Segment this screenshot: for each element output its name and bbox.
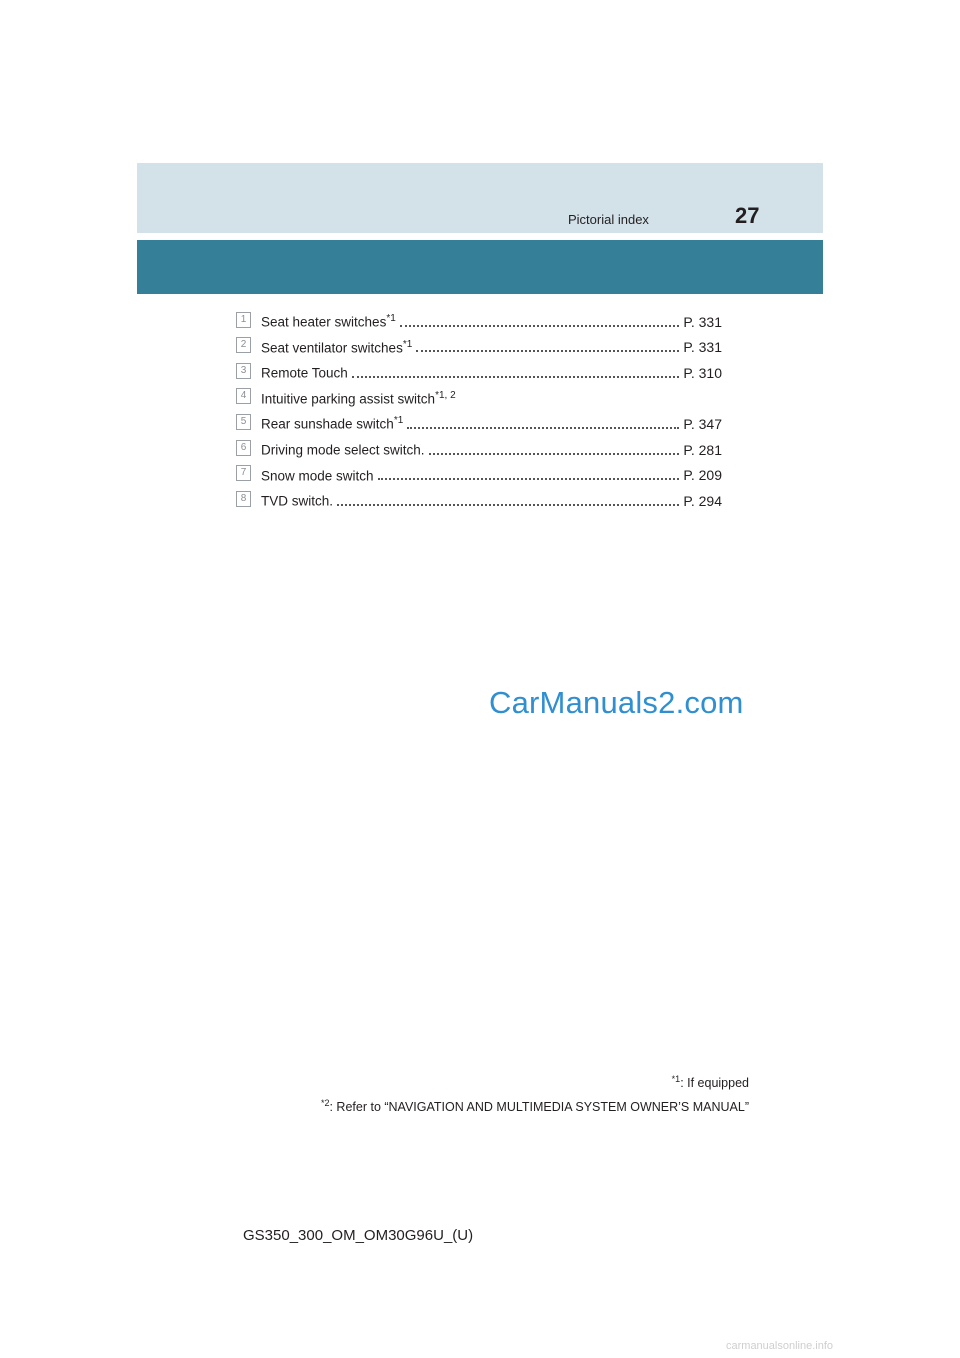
list-item[interactable] bbox=[236, 355, 722, 381]
item-label: Intuitive parking assist switch$^{*1, 2}$ bbox=[261, 389, 456, 407]
watermark: CarManuals2.com bbox=[489, 685, 744, 720]
item-number: 8 bbox=[236, 491, 251, 507]
page-reference[interactable]: P. 347 bbox=[683, 415, 722, 432]
list-item[interactable] bbox=[236, 381, 722, 407]
leader-dots bbox=[400, 324, 680, 327]
leader-dots bbox=[429, 452, 680, 455]
list-item[interactable] bbox=[236, 406, 722, 432]
header-band bbox=[137, 163, 823, 233]
item-number: 7 bbox=[236, 465, 251, 481]
item-label: Remote Touch bbox=[261, 365, 348, 381]
footnote-navigation-manual: $^{*2}$: Refer to “NAVIGATION AND MULTIMEDIA SYSTEM OWNER’S MANUAL” bbox=[320, 1098, 749, 1115]
page-reference[interactable]: P. 294 bbox=[683, 492, 722, 509]
item-label: Seat ventilator switches$^{*1}$ bbox=[261, 338, 413, 356]
page-reference[interactable]: P. 331 bbox=[683, 313, 722, 330]
item-number: 4 bbox=[236, 388, 251, 404]
item-number: 5 bbox=[236, 414, 251, 430]
list-item[interactable] bbox=[236, 483, 722, 509]
index-list bbox=[236, 304, 722, 509]
leader-dots bbox=[407, 426, 679, 429]
leader-dots bbox=[337, 503, 679, 506]
item-number: 3 bbox=[236, 363, 251, 379]
item-number: 1 bbox=[236, 312, 251, 328]
leader-dots bbox=[352, 375, 680, 378]
leader-dots bbox=[378, 477, 680, 480]
section-title: Pictorial index bbox=[568, 212, 649, 227]
leader-dots bbox=[416, 349, 679, 352]
page-reference[interactable]: P. 209 bbox=[683, 467, 722, 484]
page-number: 27 bbox=[735, 203, 760, 228]
list-item[interactable] bbox=[236, 330, 722, 356]
item-number: 6 bbox=[236, 440, 251, 456]
item-label: TVD switch. bbox=[261, 493, 334, 509]
title-bar bbox=[137, 240, 823, 294]
item-number: 2 bbox=[236, 337, 251, 353]
item-label: Driving mode select switch. bbox=[261, 442, 425, 458]
item-label: Rear sunshade switch$^{*1}$ bbox=[261, 415, 404, 432]
item-label: Snow mode switch bbox=[261, 468, 374, 484]
list-item[interactable] bbox=[236, 458, 722, 484]
item-label: Seat heater switches$^{*1}$ bbox=[261, 313, 396, 330]
footer-brand: carmanualsonline.info bbox=[726, 1340, 834, 1352]
footnote-if-equipped: $^{*1}$: If equipped bbox=[671, 1074, 749, 1091]
page-reference[interactable]: P. 331 bbox=[683, 339, 722, 356]
list-item[interactable] bbox=[236, 432, 722, 458]
page-reference[interactable]: P. 310 bbox=[683, 364, 722, 381]
list-item[interactable] bbox=[236, 304, 722, 330]
page-reference[interactable]: P. 281 bbox=[683, 441, 722, 458]
document-code: GS350_300_OM_OM30G96U_(U) bbox=[243, 1227, 474, 1244]
